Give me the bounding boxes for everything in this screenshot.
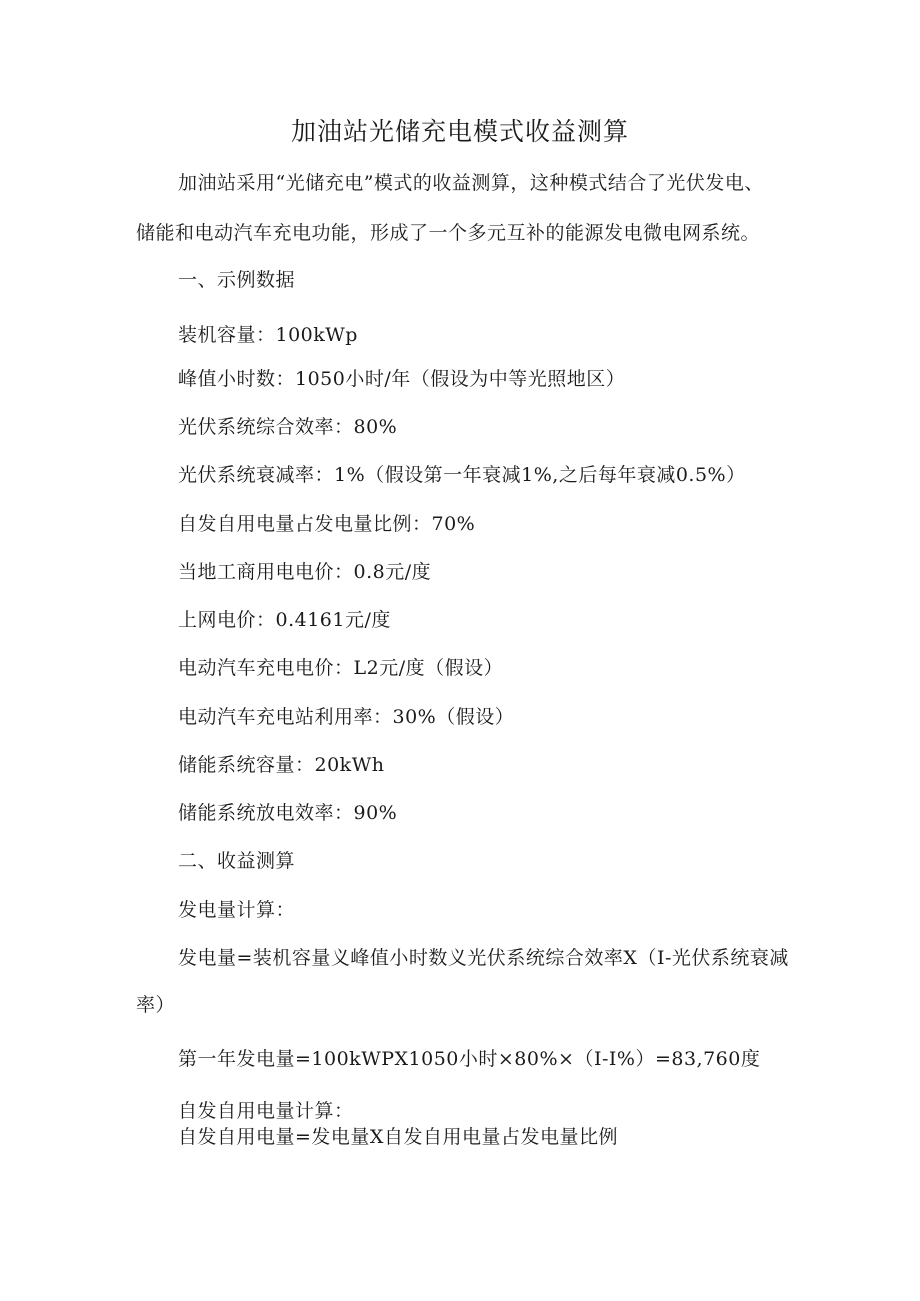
data-item-ev-charging-price: 电动汽车充电电价：L2元/度（假设） — [178, 657, 504, 679]
self-use-calc-label: 自发自用电量计算： — [178, 1100, 354, 1122]
generation-formula-line-2: 率） — [136, 994, 176, 1016]
generation-formula-line-1: 发电量=装机容量义峰值小时数义光伏系统综合效率X（I-光伏系统衰减 — [178, 947, 789, 969]
self-use-formula: 自发自用电量=发电量X自发自用电量占发电量比例 — [178, 1126, 618, 1148]
data-item-installed-capacity: 装机容量：100kWp — [178, 324, 358, 346]
data-item-feed-in-price: 上网电价：0.4161元/度 — [178, 609, 391, 631]
section-heading-revenue-calc: 二、收益测算 — [178, 850, 296, 872]
document-title: 加油站光储充电模式收益测算 — [290, 117, 629, 146]
generation-calc-label: 发电量计算： — [178, 899, 296, 921]
data-item-discharge-efficiency: 储能系统放电效率：90% — [178, 802, 398, 824]
intro-paragraph-line-1: 加油站采用“光储充电”模式的收益测算，这种模式结合了光伏发电、 — [178, 172, 764, 194]
data-item-commercial-price: 当地工商用电电价：0.8元/度 — [178, 561, 432, 583]
data-item-self-use-ratio: 自发自用电量占发电量比例：70% — [178, 513, 476, 535]
data-item-degradation-rate: 光伏系统衰减率：1%（假设第一年衰减1%,之后每年衰减0.5%） — [178, 464, 746, 486]
data-item-system-efficiency: 光伏系统综合效率：80% — [178, 416, 398, 438]
data-item-peak-hours: 峰值小时数：1050小时/年（假设为中等光照地区） — [178, 368, 626, 390]
data-item-storage-capacity: 储能系统容量：20kWh — [178, 754, 385, 776]
data-item-ev-utilization: 电动汽车充电站利用率：30%（假设） — [178, 706, 515, 728]
first-year-generation: 第一年发电量=100kWPX1050小时×80%×（I-I%）=83,760度 — [178, 1048, 761, 1070]
intro-paragraph-line-2: 储能和电动汽车充电功能，形成了一个多元互补的能源发电微电网系统。 — [136, 222, 761, 244]
section-heading-example-data: 一、示例数据 — [178, 269, 296, 291]
